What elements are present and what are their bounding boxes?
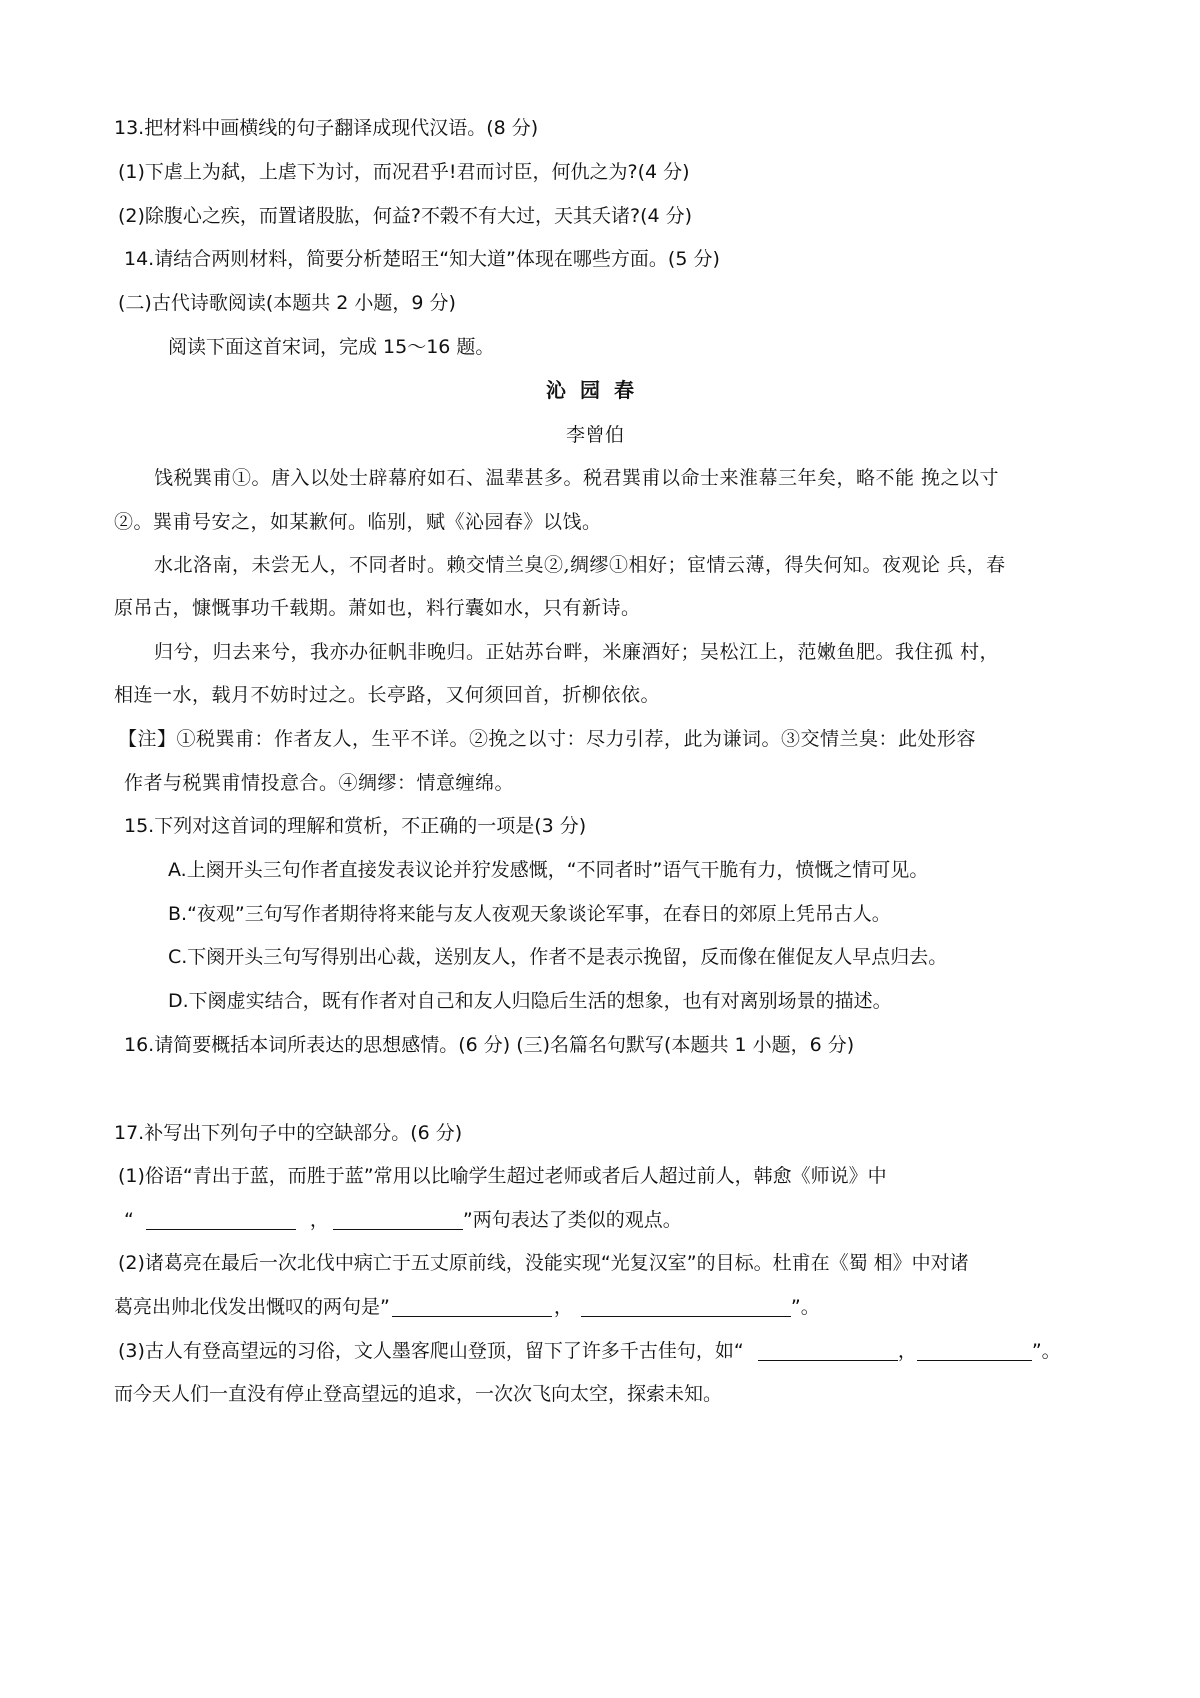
answer-blank[interactable] xyxy=(333,1209,463,1230)
question-15-option-c: C.下阕开头三句写得别出心裁，送别友人，作者不是表示挽留，反而像在催促友人早点归去。 xyxy=(168,946,948,968)
poem-stanza-2-line-1: 归兮，归去来兮，我亦办征帆非晚归。正姑苏台畔，米廉酒好；吴松江上，范嫩鱼肥。我住孤 村， xyxy=(154,641,1000,663)
question-17-sub-1-line-1: (1)俗语“青出于蓝，而胜于蓝”常用以比喻学生超过老师或者后人超过前人，韩愈《师说》中 xyxy=(118,1165,887,1187)
section-2-instruction: 阅读下面这首宋词，完成 15～16 题。 xyxy=(168,336,495,358)
question-17-sub-1-line-2 xyxy=(124,1206,682,1234)
question-15-stem: 15.下列对这首词的理解和赏析，不正确的一项是(3 分) xyxy=(124,815,587,837)
answer-blank[interactable] xyxy=(581,1296,791,1317)
answer-blank[interactable] xyxy=(392,1296,552,1317)
section-2-heading: (二)古代诗歌阅读(本题共 2 小题，9 分) xyxy=(118,292,456,314)
poem-title: 沁园春 xyxy=(546,378,648,402)
question-13-sub-2: (2)除腹心之疾，而置诸股肱，何益?不榖不有大过，天其夭诸?(4 分) xyxy=(118,205,693,227)
question-14-stem: 14.请结合两则材料，简要分析楚昭王“知大道”体现在哪些方面。(5 分) xyxy=(124,248,720,270)
question-17-sub-3-line-2: 而今天人们一直没有停止登高望远的追求，一次次飞向太空，探索未知。 xyxy=(114,1383,723,1405)
answer-blank[interactable] xyxy=(758,1340,898,1361)
tail-text: ”。 xyxy=(1031,1340,1061,1362)
blank-comma: ， xyxy=(553,1296,573,1318)
tail-text: ”两句表达了类似的观点。 xyxy=(462,1209,682,1231)
question-15-option-d: D.下阕虚实结合，既有作者对自己和友人归隐后生活的想象，也有对离别场景的描述。 xyxy=(168,990,892,1012)
question-17-stem: 17.补写出下列句子中的空缺部分。(6 分) xyxy=(114,1122,463,1144)
answer-blank[interactable] xyxy=(146,1209,296,1230)
question-17-sub-2-line-2 xyxy=(114,1293,820,1321)
question-15-option-b: B.“夜观”三句写作者期待将来能与友人夜观天象谈论军事，在春日的郊原上凭吊古人。 xyxy=(168,903,891,925)
tail-text: ”。 xyxy=(790,1296,820,1318)
lead-text: 葛亮出帅北伐发出慨叹的两句是” xyxy=(114,1296,390,1318)
poem-stanza-1-line-1: 水北洛南，未尝无人，不同者时。赖交情兰臭②,绸缪①相好；宦情云薄，得失何知。夜观论 兵，春 xyxy=(154,554,1006,576)
question-16-stem: 16.请简要概括本词所表达的思想感情。(6 分) (三)名篇名句默写(本题共 1 小题，6 分) xyxy=(124,1034,855,1056)
poem-preface-line-1: 饯税巽甫①。唐入以处士辟幕府如石、温辈甚多。税君巽甫以命士来淮幕三年矣，略不能 挽之以寸 xyxy=(154,467,1000,489)
blank-comma: ， xyxy=(309,1209,329,1231)
lead-text: (3)古人有登高望远的习俗，文人墨客爬山登顶，留下了许多千古佳句，如“ xyxy=(118,1340,750,1362)
open-quote: “ xyxy=(124,1209,134,1231)
poem-stanza-2-line-2: 相连一水，载月不妨时过之。长亭路，又何须回首，折柳依依。 xyxy=(114,684,661,706)
question-13-stem: 13.把材料中画横线的句子翻译成现代汉语。(8 分) xyxy=(114,117,539,139)
poem-note-line-2: 作者与税巽甫情投意合。④绸缪：情意缠绵。 xyxy=(124,772,515,794)
blank-comma: ， xyxy=(897,1340,917,1362)
poem-stanza-1-line-2: 原吊古，慷慨事功千载期。萧如也，料行囊如水，只有新诗。 xyxy=(114,597,641,619)
poem-note-line-1: 【注】①税巽甫：作者友人，生平不详。②挽之以寸：尽力引荐，此为谦词。③交情兰臭：此处形容 xyxy=(118,728,977,750)
poem-author: 李曾伯 xyxy=(566,424,625,446)
question-17-sub-2-line-1: (2)诸葛亮在最后一次北伐中病亡于五丈原前线，没能实现“光复汉室”的目标。杜甫在《蜀 相》中对诸 xyxy=(118,1252,969,1274)
question-17-sub-3-line-1 xyxy=(118,1337,1061,1365)
poem-preface-line-2: ②。巽甫号安之，如某歉何。临别，赋《沁园春》以饯。 xyxy=(114,511,602,533)
question-13-sub-1: (1)下虐上为弑，上虐下为讨，而况君乎!君而讨臣，何仇之为?(4 分) xyxy=(118,161,690,183)
question-15-option-a: A.上阕开头三句作者直接发表议论并狞发感慨，“不同者时”语气干脆有力，愤慨之情可见。 xyxy=(168,859,929,881)
answer-blank[interactable] xyxy=(917,1340,1032,1361)
